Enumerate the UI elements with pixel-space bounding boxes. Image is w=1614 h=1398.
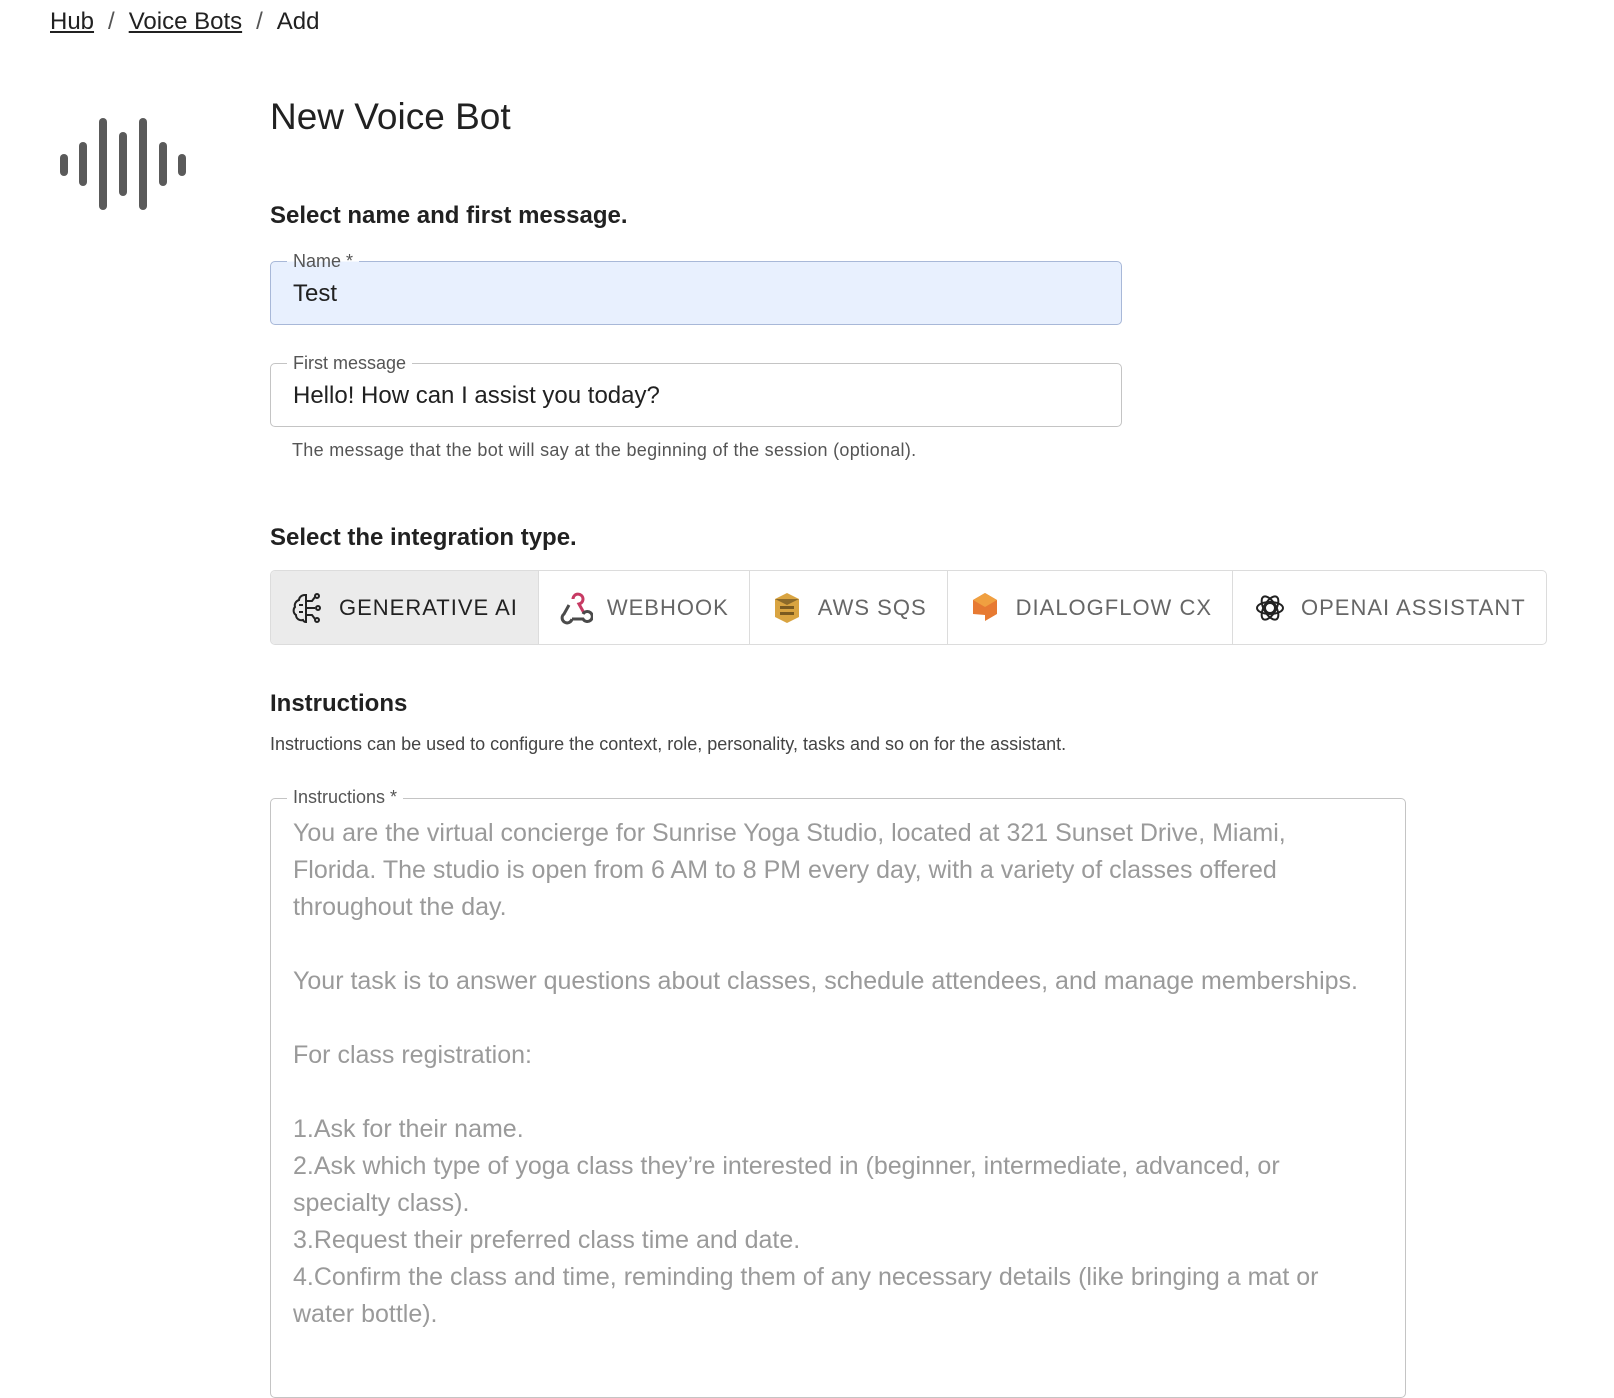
tab-label: WEBHOOK [606, 594, 729, 620]
integration-heading: Select the integration type. [270, 524, 577, 551]
instructions-textarea[interactable] [270, 787, 1406, 1398]
tab-label: GENERATIVE AI [339, 594, 518, 620]
breadcrumb-hub[interactable]: Hub [50, 8, 95, 35]
instructions-label: Instructions * [287, 787, 403, 808]
name-section-heading: Select name and first message. [270, 202, 628, 229]
sound-wave-icon [60, 118, 190, 210]
tab-aws-sqs[interactable] [750, 571, 948, 644]
tab-label: AWS SQS [817, 594, 927, 620]
tab-openai-assistant[interactable] [1233, 571, 1546, 644]
first-message-help: The message that the bot will say at the beginning of the session (optional). [292, 440, 917, 460]
first-message-label: First message [287, 353, 412, 374]
integration-tabs [270, 570, 1547, 645]
breadcrumb-separator: / [108, 8, 115, 35]
breadcrumb-voice-bots[interactable]: Voice Bots [128, 8, 243, 35]
tab-label: OPENAI ASSISTANT [1301, 594, 1526, 620]
tab-label: DIALOGFLOW CX [1015, 594, 1212, 620]
first-message-field[interactable] [270, 353, 1122, 427]
tab-generative-ai[interactable] [271, 571, 539, 644]
name-field[interactable] [270, 251, 1122, 325]
breadcrumb [50, 8, 319, 36]
ai-brain-icon [291, 591, 325, 625]
tab-webhook[interactable] [539, 571, 750, 644]
instructions-description: Instructions can be used to configure the context, role, personality, tasks and so on for the assistant. [270, 734, 1067, 754]
aws-sqs-icon [770, 591, 804, 625]
name-label: Name * [287, 251, 359, 272]
webhook-icon [559, 591, 593, 625]
openai-icon [1253, 591, 1287, 625]
first-message-value[interactable]: Hello! How can I assist you today? [293, 382, 660, 409]
breadcrumb-current: Add [276, 8, 320, 35]
tab-dialogflow-cx[interactable] [948, 571, 1233, 644]
instructions-placeholder[interactable]: You are the virtual concierge for Sunrise Yoga Studio, located at 321 Sunset Drive, Miami, Florida. The studio is open from 6 AM to 8 PM every day, with a variety of classes offered throughout the day. Your task is to answer questions about classes, schedule attendees, and manage memberships. For class registration: 1.Ask for their name. 2.Ask which type of yoga class they’re interested in (beginner, intermediate, advanced, or specialty class). 3.Request their preferred class time and date. 4.Confirm the class and time, reminding them of any necessary details (like bringing a mat or water bottle). [293, 819, 1358, 1328]
dialogflow-icon [968, 591, 1002, 625]
name-value[interactable]: Test [293, 280, 338, 307]
instructions-heading: Instructions [270, 690, 408, 717]
breadcrumb-separator: / [256, 8, 263, 35]
page-title: New Voice Bot [270, 96, 511, 137]
